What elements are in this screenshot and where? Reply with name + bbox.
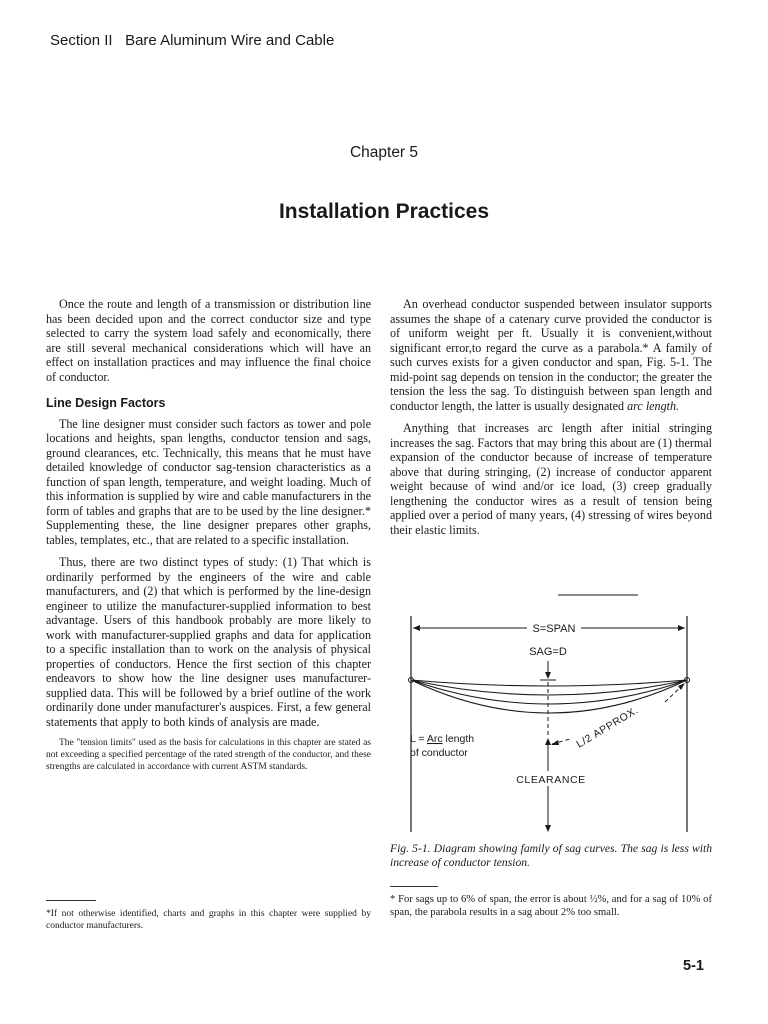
sag-label: SAG=D [529, 646, 567, 658]
chapter-title: Installation Practices [278, 200, 490, 223]
section-number: Section II [50, 32, 113, 49]
right-footnote-rule [390, 886, 438, 887]
half-arc-approx-label: L/2 APPROX. [574, 704, 641, 751]
arc-label-prefix: L = [410, 733, 427, 745]
figure-sag-diagram [403, 594, 711, 834]
catenary-paragraph [390, 297, 712, 413]
section-title: Bare Aluminum Wire and Cable [125, 32, 335, 49]
line-design-paragraph: The line designer must consider such factors as tower and pole locations and heights, span lengths, conductor tension and sags, ground clearances, etc. Technically, this means that he must have detailed knowledge of conductor sag-tension characteristics as a function of span length, temperature, and weight loading. Much of this information is supplied by wire and cable manufacturers in the form of tables and graphs that are to be used by the line designer.* Supplementing these, the line designer prepares other graphs, tables, templates, etc., that are related to a specific installation. [46, 416, 371, 547]
arc-length-label-line2: of conductor [410, 747, 468, 759]
arc-length-label [410, 733, 474, 745]
page-number: 5-1 [683, 958, 704, 974]
tension-limits-note: The "tension limits" used as the basis for calculations in this chapter are stated as not exceeding a specified percentage of the rated strength of the conductor, and these strengths are calculated in accordance with current ASTM standards. [46, 738, 371, 772]
figure-caption: Fig. 5-1. Diagram showing family of sag curves. The sag is less with increase of conductor tension. [390, 842, 712, 869]
section-header [50, 32, 334, 49]
intro-paragraph: Once the route and length of a transmission or distribution line has been decided upon and the correct conductor size and type selected to carry the system load safely and economically, there are still several mechanical considerations which will have an effect on installation practices and may influence the final choice of conductor. [46, 297, 371, 384]
sag-curve-1 [411, 680, 687, 686]
chapter-label: Chapter 5 [349, 144, 419, 161]
arc-length-term: arc length. [627, 398, 680, 413]
span-arrow-right [678, 625, 685, 631]
right-footnote: * For sags up to 6% of span, the error is about ½%, and for a sag of 10% of span, the parabola results in a sag about 2% too small. [390, 894, 712, 918]
left-footnote: *If not otherwise identified, charts and graphs in this chapter were supplied by conductor manufacturers. [46, 909, 371, 931]
left-column [46, 297, 371, 773]
study-types-paragraph: Thus, there are two distinct types of study: (1) That which is ordinarily performed by the engineers of the wire and cable manufacturers, and (2) that which is performed by the line-design engineer to utilize the manufacturer-supplied information to best advantage. Users of this handbook probably are more likely to work with manufacturer-supplied graphs and data for application to a specific installation than to work on the analysis of physical properties of conductors. Hence the first section of this chapter endeavors to show how the line designer uses manufacturer-supplied data. This will be followed by a brief outline of the work ordinarily done under manufacturer's auspices. First, a few general statements that apply to both kinds of analysis are made. [46, 555, 371, 729]
clearance-label: CLEARANCE [516, 774, 586, 786]
span-label: S=SPAN [532, 623, 576, 635]
sag-curve-diagram [403, 594, 711, 834]
arc-length-factors-paragraph: Anything that increases arc length after initial stringing increases the sag. Factors that may bring this about are (1) thermal expansion of the conductor because of increase of temperature above that during stringing, (2) increase of conductor apparent weight because of wind and/or ice load, (3) creep gradually lengthening the conductor wires as a result of tension being applied over a period of many years, (4) stressing of wires beyond their elastic limits. [390, 421, 712, 537]
right-column [390, 297, 712, 545]
sag-arrow-head [545, 672, 551, 679]
left-footnote-rule [46, 900, 96, 901]
half-arc-arrow-lower [551, 740, 559, 745]
clearance-arrow-bottom [545, 825, 551, 832]
sag-curve-4 [411, 680, 687, 713]
arc-label-suffix: length [442, 733, 475, 745]
clearance-arrow-top [545, 738, 551, 745]
span-arrow-left [413, 625, 420, 631]
arc-label-arc: Arc [426, 733, 443, 745]
catenary-text: An overhead conductor suspended between insulator supports assumes the shape of a catenary curve provided the conductor is of uniform weight per ft. Usually it is convenient,without significant error,to regard the curve as a parabola.* A family of such curves exists for a given conductor and span, Fig. 5-1. The mid-point sag depends on tension in the conductor; the greater the tension the less the sag. To distinguish between span length and conductor length, the latter is usually designated [390, 297, 712, 413]
subheading-line-design-factors: Line Design Factors [46, 396, 166, 410]
